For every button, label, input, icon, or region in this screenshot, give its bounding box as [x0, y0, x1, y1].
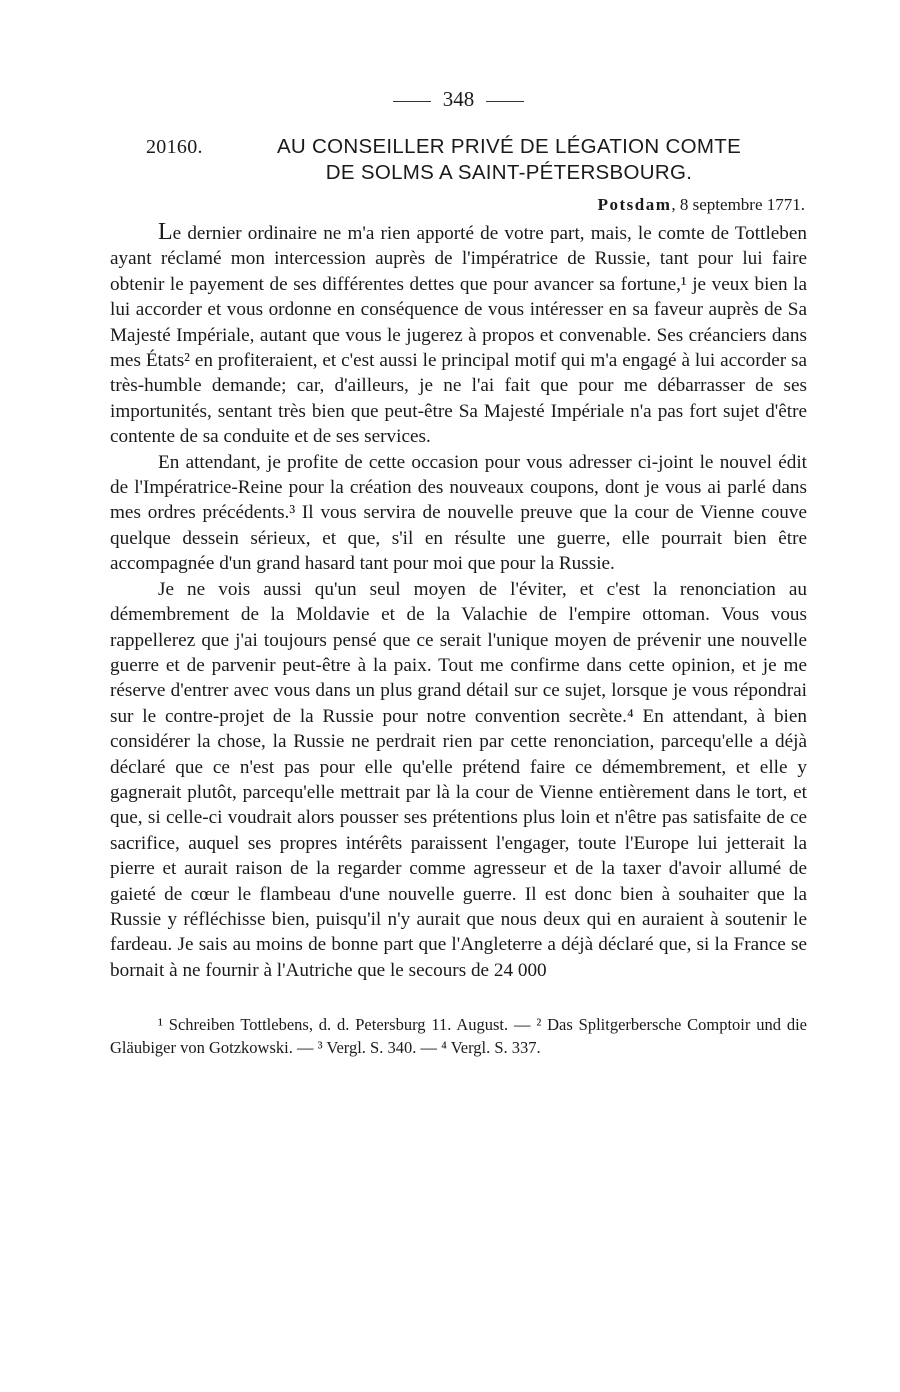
- letter-title-line-2: DE SOLMS A SAINT-PÉTERSBOURG.: [325, 161, 693, 184]
- page-number: [110, 82, 807, 116]
- letter-dateline: [110, 192, 807, 218]
- letter-body: [110, 220, 807, 983]
- page-number-rule-left: [393, 101, 431, 102]
- page-number-rule-right: [486, 101, 524, 102]
- page-number-text: 348: [442, 87, 475, 111]
- letter-number: 20160.: [146, 136, 203, 158]
- footnotes: [110, 1013, 807, 1059]
- letter-heading: [110, 134, 807, 186]
- paragraph-3: Je ne vois aussi qu'un seul moyen de l'éviter, et c'est la renonciation au démembrement de la Moldavie et de la Valachie de l'empire ottoman. Vous vous rappellerez que j'ai toujours pensé que ce serait l'unique moyen de prévenir une nouvelle guerre et de parvenir peut-être à la paix. Tout me confirme dans cette opinion, et je me réserve d'entrer avec vous dans un plus grand détail sur ce sujet, lorsque je vous répondrai sur le contre-projet de la Russie pour notre convention secrète.⁴ En attendant, à bien considérer la chose, la Russie ne perdrait rien par cette renonciation, parcequ'elle a déjà déclaré que ce n'est pas pour elle qu'elle prétend faire ce démembrement, et elle y gagnerait plutôt, parcequ'elle mettrait par là la cour de Vienne entièrement dans le tort, et que, si celle-ci voudrait alors pousser ses prétentions plus loin et n'être pas satisfaite de ce sacrifice, auquel ses propres intérêts paraissent l'engager, toute l'Europe lui jetterait la pierre et aurait raison de la regarder comme agresseur et de la taxer d'avoir allumé de gaieté de cœur le flambeau d'une nouvelle guerre. Il est donc bien à souhaiter que la Russie y réfléchisse bien, puisqu'il n'y aurait que nous deux qui en auraient à soutenir le fardeau. Je sais au moins de bonne part que l'Angleterre a déjà déclaré que, si la France se bornait à ne fournir à l'Autriche que le secours de 24 000: [110, 578, 807, 981]
- footnotes-text: ¹ Schreiben Tottlebens, d. d. Petersburg 11. August. — ² Das Splitgerbersche Comptoir und die Gläubiger von Gotzkowski. — ³ Vergl. S. 340. — ⁴ Vergl. S. 337.: [110, 1015, 807, 1058]
- paragraph-2: En attendant, je profite de cette occasion pour vous adresser ci-joint le nouvel édit de l'Impératrice-Reine pour la création des nouveaux coupons, dont je vous ai parlé dans mes ordres précédents.³ Il vous servira de nouvelle preuve que la cour de Vienne couve quelque dessein sérieux, et que, s'il en résulte une guerre, elle pourrait bien être accompagnée d'un grand hasard tant pour moi que pour la Russie.: [110, 451, 807, 575]
- letter-date: , 8 septembre 1771.: [671, 195, 805, 214]
- paragraph-1: Le dernier ordinaire ne m'a rien apporté de votre part, mais, le comte de Tottleben ayant réclamé mon intercession auprès de l'impératrice de Russie, tant pour lui faire obtenir le payement de ses différentes dettes que pour avancer sa fortune,¹ je veux bien la lui accorder et vous ordonne en conséquence de vous intéresser en sa faveur auprès de Sa Majesté Impériale, autant que vous le jugerez à propos et convenable. Ses créanciers dans mes États² en profiteraient, et c'est aussi le principal motif qui m'a engagé à lui accorder sa très-humble demande; car, d'ailleurs, je ne l'ai fait que pour me débarrasser de ses importunités, sentant très bien que peut-être Sa Majesté Impériale n'a pas fort sujet d'être contente de sa conduite et de ses services.: [110, 219, 807, 448]
- letter-place: Potsdam: [597, 195, 672, 214]
- letter-title-line-1: AU CONSEILLER PRIVÉ DE LÉGATION COMTE: [276, 135, 742, 158]
- document-page: [110, 82, 807, 1059]
